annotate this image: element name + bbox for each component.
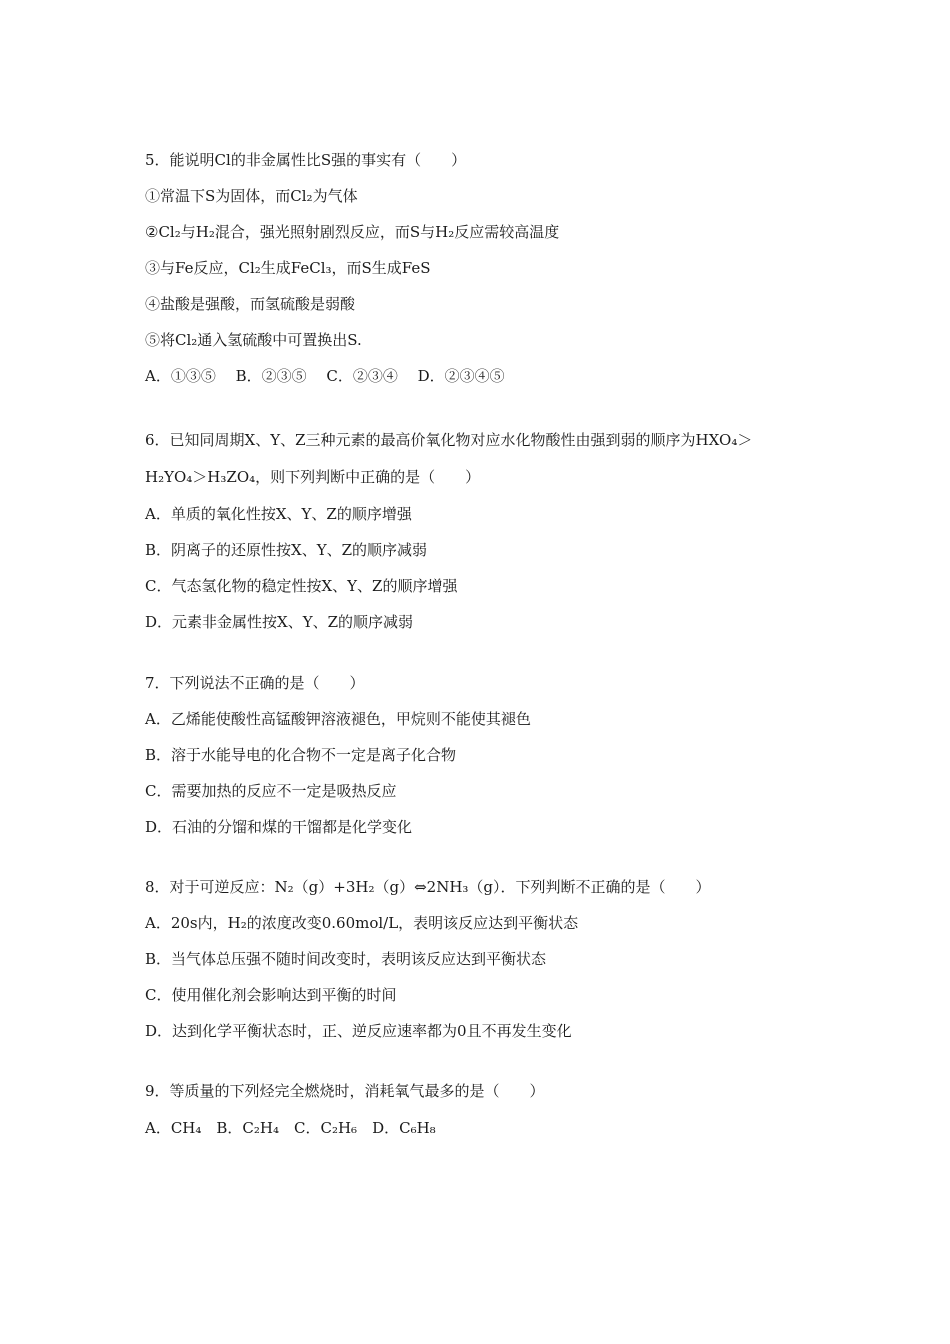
question-5-options: A．①③⑤ B．②③⑤ C．②③④ D．②③④⑤ — [145, 367, 505, 385]
question-5-statement-1: ①常温下S为固体，而Cl₂为气体 — [145, 187, 358, 205]
question-9-stem: 9．等质量的下列烃完全燃烧时，消耗氧气最多的是（ ） — [145, 1082, 545, 1100]
question-5-statement-4: ④盐酸是强酸，而氢硫酸是弱酸 — [145, 295, 356, 313]
question-5-stem: 5．能说明Cl的非金属性比S强的事实有（ ） — [145, 151, 467, 169]
question-5-statement-5: ⑤将Cl₂通入氢硫酸中可置换出S. — [145, 331, 362, 349]
question-7-option-a: A．乙烯能使酸性高锰酸钾溶液褪色，甲烷则不能使其褪色 — [145, 710, 531, 728]
question-8-option-a: A．20s内，H₂的浓度改变0.60mol/L，表明该反应达到平衡状态 — [145, 914, 579, 932]
question-6-option-d: D．元素非金属性按X、Y、Z的顺序减弱 — [145, 613, 414, 631]
question-8-option-c: C．使用催化剂会影响达到平衡的时间 — [145, 986, 397, 1004]
question-6-option-c: C．气态氢化物的稳定性按X、Y、Z的顺序增强 — [145, 577, 458, 595]
question-8-stem: 8．对于可逆反应：N₂（g）+3H₂（g）⇔2NH₃（g）．下列判断不正确的是（ ） — [145, 878, 711, 896]
question-6-option-a: A．单质的氧化性按X、Y、Z的顺序增强 — [145, 505, 412, 523]
question-8-option-d: D．达到化学平衡状态时，正、逆反应速率都为0且不再发生变化 — [145, 1022, 572, 1040]
question-7-stem: 7．下列说法不正确的是（ ） — [145, 674, 365, 692]
question-7-option-c: C．需要加热的反应不一定是吸热反应 — [145, 782, 397, 800]
question-5-statement-2: ②Cl₂与H₂混合，强光照射剧烈反应，而S与H₂反应需较高温度 — [145, 223, 560, 241]
question-5-statement-3: ③与Fe反应，Cl₂生成FeCl₃，而S生成FeS — [145, 259, 431, 277]
question-6-option-b: B．阴离子的还原性按X、Y、Z的顺序减弱 — [145, 541, 428, 559]
question-7-option-d: D．石油的分馏和煤的干馏都是化学变化 — [145, 818, 413, 836]
question-7-option-b: B．溶于水能导电的化合物不一定是离子化合物 — [145, 746, 457, 764]
question-6-stem-line-1: 6．已知同周期X、Y、Z三种元素的最高价氧化物对应水化物酸性由强到弱的顺序为HXO₄＞ — [145, 431, 753, 449]
question-6-stem-line-2: H₂YO₄＞H₃ZO₄，则下列判断中正确的是（ ） — [145, 468, 481, 486]
question-9-options: A．CH₄ B．C₂H₄ C．C₂H₆ D．C₆H₈ — [145, 1119, 436, 1137]
question-8-option-b: B．当气体总压强不随时间改变时，表明该反应达到平衡状态 — [145, 950, 547, 968]
